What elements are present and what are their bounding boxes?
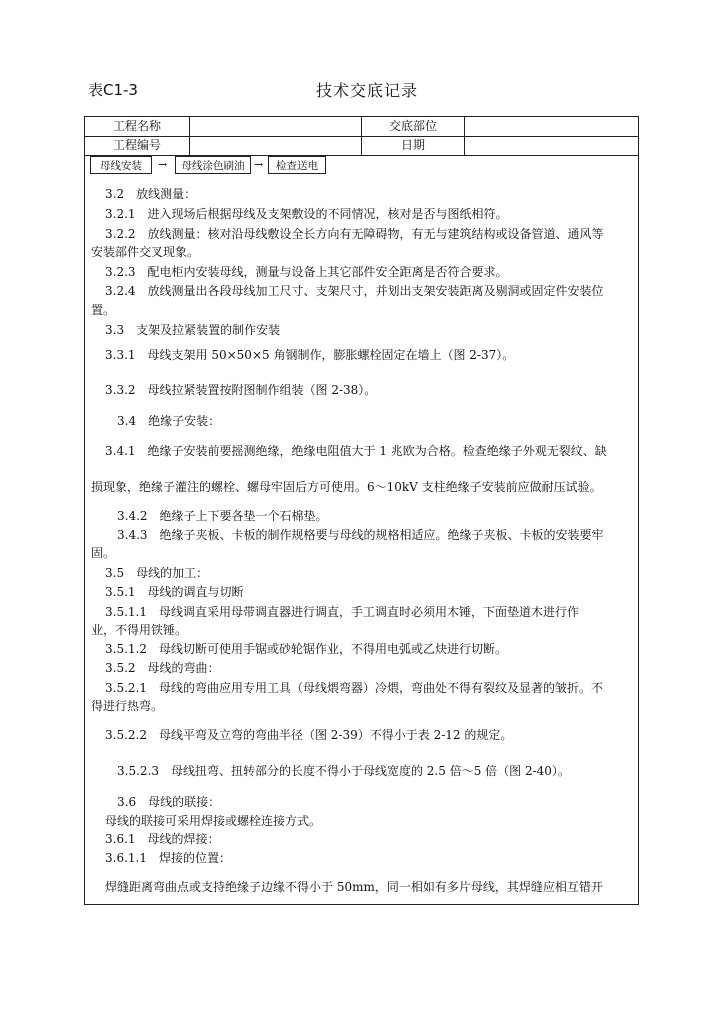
form-title: 技术交底记录 [315, 81, 418, 100]
project-no-label: 工程编号 [85, 136, 190, 155]
text-line: 3.5.2.2 母线平弯及立弯的弯曲半径（图 2-39）不得小于表 2-12 的规定。 [105, 728, 513, 742]
text-line: 损现象，绝缘子灌注的螺栓、螺母牢固后方可使用。6～10kV 支柱绝缘子安装前应做耐压试验。 [91, 480, 602, 494]
disclosure-part-value [465, 117, 638, 136]
project-name-value [190, 117, 362, 136]
text-line: 3.2.1 进入现场后根据母线及支架敷设的不同情况，核对是否与图纸相符。 [105, 207, 508, 221]
text-line: 3.5.2.1 母线的弯曲应用专用工具（母线煨弯器）冷煨，弯曲处不得有裂纹及显著的皱折。不 [105, 681, 603, 695]
text-line: 安装部件交叉现象。 [91, 245, 200, 259]
arrow-right-icon: → [254, 158, 264, 171]
text-line: 3.5.2.3 母线扭弯、扭转部分的长度不得小于母线宽度的 2.5 倍～5 倍（图 2-40）。 [117, 764, 570, 778]
text-line: 3.3.2 母线拉紧装置按附图制作组装（图 2-38）。 [105, 383, 377, 397]
flow-step-energize-check: 检查送电 [268, 156, 326, 174]
text-line: 3.5.1 母线的调直与切断 [105, 585, 244, 599]
process-flow [85, 155, 638, 177]
text-line: 母线的联接可采用焊接或螺栓连接方式。 [105, 814, 322, 828]
text-line: 3.2 放线测量： [105, 187, 197, 201]
text-line: 3.4.3 绝缘子夹板、卡板的制作规格要与母线的规格相适应。绝缘子夹板、卡板的安装要牢 [117, 528, 604, 542]
info-row-1 [85, 117, 638, 137]
record-form [84, 116, 639, 905]
text-line: 3.5.2 母线的弯曲： [105, 661, 220, 675]
text-line: 得进行热弯。 [91, 699, 164, 713]
text-line: 3.2.2 放线测量：核对沿母线敷设全长方向有无障碍物，有无与建筑结构或设备管道、通风等 [105, 227, 604, 241]
text-line: 3.2.4 放线测量出各段母线加工尺寸、支架尺寸，并划出支架安装距离及剔洞或固定件安装位 [105, 284, 604, 298]
text-line: 3.4.2 绝缘子上下要各垫一个石棉垫。 [117, 509, 328, 523]
text-line: 3.2.3 配电柜内安装母线，测量与设备上其它部件安全距离是否符合要求。 [105, 265, 508, 279]
text-line: 3.5.1.1 母线调直采用母带调直器进行调直，手工调直时必须用木锤，下面垫道木进行作 [105, 605, 579, 619]
arrow-right-icon: → [158, 158, 168, 171]
text-line: 3.6 母线的联接： [117, 795, 221, 809]
text-line: 置。 [91, 303, 116, 317]
text-line: 3.3 支架及拉紧装置的制作安装 [105, 323, 281, 337]
text-line: 3.6.1.1 焊接的位置： [105, 851, 231, 865]
text-line: 3.4.1 绝缘子安装前要摇测绝缘，绝缘电阻值大于 1 兆欧为合格。检查绝缘子外观无裂纹、缺 [105, 444, 607, 458]
text-line: 3.4 绝缘子安装： [117, 414, 221, 428]
date-value [465, 136, 638, 155]
text-line: 3.5 母线的加工： [105, 566, 209, 580]
text-line: 焊缝距离弯曲点或支持绝缘子边缘不得小于 50mm，同一相如有多片母线，其焊缝应相互错开 [105, 880, 603, 894]
text-line: 固。 [91, 546, 116, 560]
disclosure-part-label: 交底部位 [362, 117, 465, 136]
text-line: 3.3.1 母线支架用 50×50×5 角钢制作，膨胀螺栓固定在墙上（图 2-37）。 [105, 348, 515, 362]
flow-step-busbar-install: 母线安装 [90, 156, 152, 174]
info-row-2 [85, 136, 638, 156]
project-no-value [190, 136, 362, 155]
flow-step-color-paint: 母线涂色刷油 [175, 156, 251, 174]
text-line: 3.5.1.2 母线切断可使用手锯或砂轮锯作业，不得用电弧或乙炔进行切断。 [105, 642, 507, 656]
form-code: 表C1-3 [88, 81, 138, 99]
text-line: 3.6.1 母线的焊接： [105, 832, 220, 846]
date-label: 日期 [362, 136, 465, 155]
text-line: 业，不得用铁锤。 [91, 623, 188, 637]
project-name-label: 工程名称 [85, 117, 190, 136]
